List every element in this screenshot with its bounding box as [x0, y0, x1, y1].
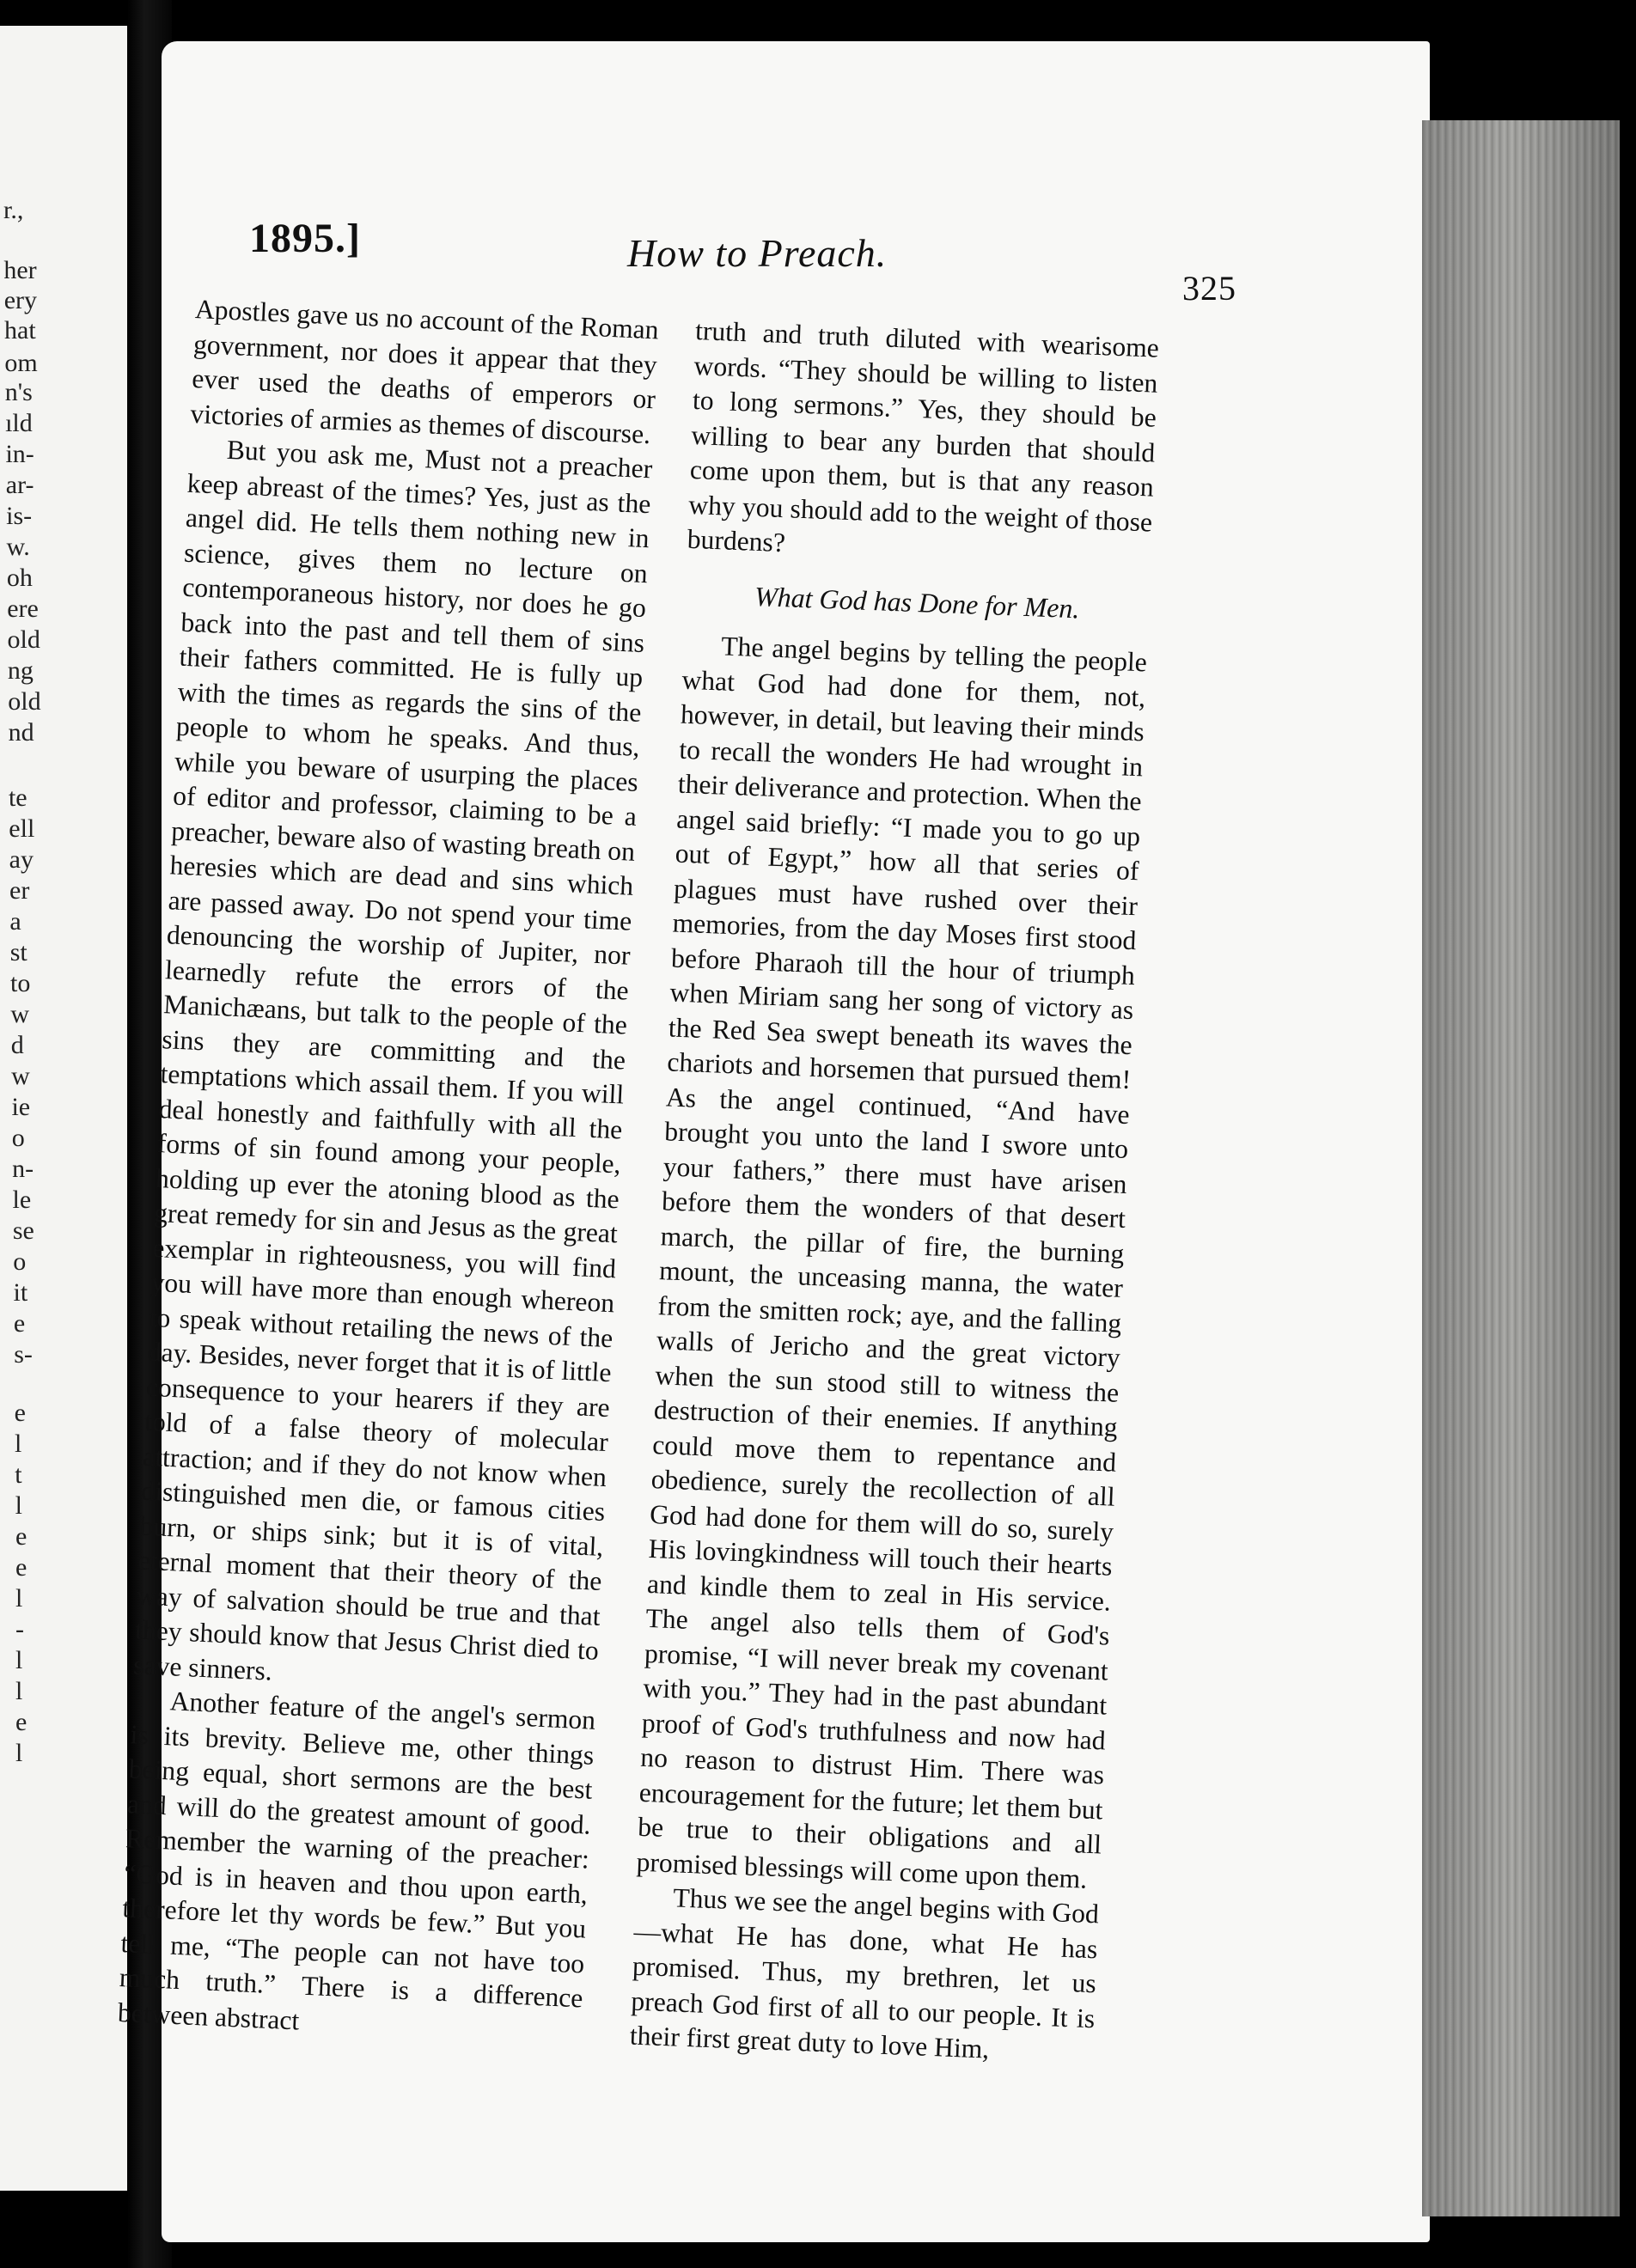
facing-page-text-fragment: l [15, 1739, 23, 1767]
paragraph: The angel begins by telling the people what God had done for them, not, however, in detail, but leaving their minds to recall the wonders He had wrought in their deliverance and protection. When the angel said briefly: “I made you to go up out of Egypt,” how all that series of plagues must have rushed over their memories, from the day Moses first stood before Pharaoh till the hour of triumph when Miriam sang her song of victory as the Red Sea swept beneath its waves the chariots and horsemen that pursued them! As the angel continued, “And have brought you unto the land I swore unto your fathers,” there must have arisen before them the wonders of that desert march, the pillar of fire, the burning mount, the unceasing manna, the water from the smitten rock; aye, and the falling walls of Jericho and the great victory when the sun stood still to witness the destruction of their enemies. If anything could move them to repentance and obedience, surely the recollection of all God had done for them will do so, surely His lovingkindness will touch their hearts and kindle them to zeal in His service. The angel also tells them of God's promise, “I will never break my covenant with you.” They had in the past abundant proof of God's truthfulness and now had no reason to distrust Him. There was encouragement for the future; let them but be true to their obligations and all promised blessings will come upon them. [636, 631, 1148, 1894]
facing-page-text-fragment: e [15, 1522, 27, 1551]
facing-page-text-fragment: l [15, 1677, 23, 1705]
facing-page-fragment [0, 26, 127, 2191]
left-column [117, 292, 659, 2051]
page-header [249, 206, 1246, 308]
header-year: 1895.] [249, 216, 361, 261]
facing-page-text-fragment: se [12, 1216, 34, 1245]
facing-page-text-fragment: e [15, 1708, 27, 1736]
facing-page-text-fragment: d [10, 1031, 24, 1059]
facing-page-text-fragment: - [15, 1615, 24, 1643]
facing-page-text-fragment: old [8, 687, 41, 716]
facing-page-text-fragment: nd [8, 718, 34, 747]
facing-page-text-fragment: ery [3, 286, 37, 314]
facing-page-text-fragment: w [10, 1000, 30, 1028]
facing-page-text-fragment: ng [7, 656, 34, 685]
facing-page-text-fragment: r., [3, 196, 24, 224]
facing-page-text-fragment: e [15, 1553, 27, 1582]
facing-page-text-fragment: er [9, 876, 30, 905]
facing-page-text-fragment: to [10, 969, 31, 997]
facing-page-text-fragment: te [8, 783, 27, 812]
facing-page-text-fragment: is- [6, 502, 33, 530]
page-edges [1422, 120, 1620, 2216]
paragraph: But you ask me, Must not a preacher keep abreast of the times? Yes, just as the angel did. He tells them nothing new in science, gives them no lecture on contemporaneous history, nor does he go back into the past and tell them of sins their fathers committed. He is fully up with the times as regards the sins of the people to whom he speaks. And thus, while you beware of usurping the places of editor and professor, claiming to be a preacher, beware also of wasting breath on heresies which are dead and sins which are passed away. Do not spend your time denouncing the worship of Jupiter, nor learnedly refute the errors of the Manichæans, but talk to the people of the sins they are committing and the temptations which assail them. If you will deal honestly and faithfully with all the forms of sin found among your people, holding up ever the atoning blood as the great remedy for sin and Jesus as the great exemplar in righteousness, you will find you will have more than enough whereon to speak without retailing the news of the day. Besides, never forget that it is of little consequence to your hearers if they are told of a false theory of molecular attraction; and if they do not know when distinguished men die, or famous cities burn, or ships sink; but it is of vital, eternal moment that their theory of the way of salvation should be true and that they should know that Jesus Christ died to save sinners. [132, 434, 654, 1686]
facing-page-text-fragment: l [15, 1646, 23, 1674]
facing-page-text-fragment: le [12, 1186, 32, 1214]
facing-page-text-fragment: s- [14, 1340, 33, 1369]
facing-page-text-fragment: hat [4, 316, 36, 344]
facing-page-text-fragment: o [13, 1247, 27, 1276]
facing-page-text-fragment: w. [6, 533, 30, 561]
facing-page-text-fragment: l [15, 1584, 23, 1613]
facing-page-text-fragment: n- [12, 1155, 34, 1183]
facing-page-text-fragment: w [11, 1062, 30, 1090]
facing-page-text-fragment: st [9, 938, 27, 966]
facing-page-text-fragment: ie [11, 1093, 31, 1121]
right-column [629, 314, 1159, 2071]
paragraph: Thus we see the angel begins with God—what He has done, what He has promised. Thus, my brethren, let us preach God first of all to our people. It is their first great duty to love Him, [629, 1882, 1100, 2064]
paragraph: Apostles gave us no account of the Roman government, nor does it appear that they ever used the deaths of emperors or victories of armies as themes of discourse. [189, 293, 660, 449]
facing-page-text-fragment: it [13, 1278, 28, 1307]
running-title: How to Preach. [627, 231, 888, 275]
paragraph: Another feature of the angel's sermon is its brevity. Believe me, other things being equal, short sermons are the best and will do the greatest amount of good. Remember the warning of the preacher: “God is in heaven and thou upon earth, therefore let thy words be few.” But you tell me, “The people can not have too much truth.” There is a difference between abstract [117, 1686, 596, 2036]
facing-page-text-fragment: ar- [5, 471, 34, 499]
page-number: 325 [1182, 269, 1236, 308]
facing-page-text-fragment: in- [5, 440, 34, 468]
facing-page-text-fragment: om [4, 349, 38, 377]
facing-page-text-fragment: ell [9, 814, 35, 843]
facing-page-text-fragment: e [13, 1309, 26, 1338]
section-heading: What God has Done for Men. [754, 580, 1081, 624]
facing-page-text-fragment: l [15, 1491, 22, 1520]
facing-page-text-fragment: a [9, 907, 21, 936]
facing-page-text-fragment: l [14, 1430, 22, 1458]
facing-page-text-fragment: old [7, 625, 40, 654]
facing-page-text-fragment: her [3, 256, 37, 284]
facing-page-text-fragment: ere [7, 594, 39, 623]
facing-page-text-fragment: e [14, 1399, 26, 1427]
facing-page-text-fragment: o [11, 1124, 25, 1152]
facing-page-text-fragment: ay [9, 845, 34, 874]
facing-page-text-fragment: ıld [5, 409, 33, 437]
facing-page-text-fragment: n's [4, 378, 33, 406]
facing-page-text-fragment: oh [6, 564, 33, 592]
paragraph: truth and truth diluted with wearisome words. “They should be willing to listen to long sermons.” Yes, they should be willing to bear any burden that should come upon them, but is that any reason why you should add to the weight of those burdens? [687, 314, 1160, 558]
facing-page-text-fragment: t [15, 1460, 22, 1489]
